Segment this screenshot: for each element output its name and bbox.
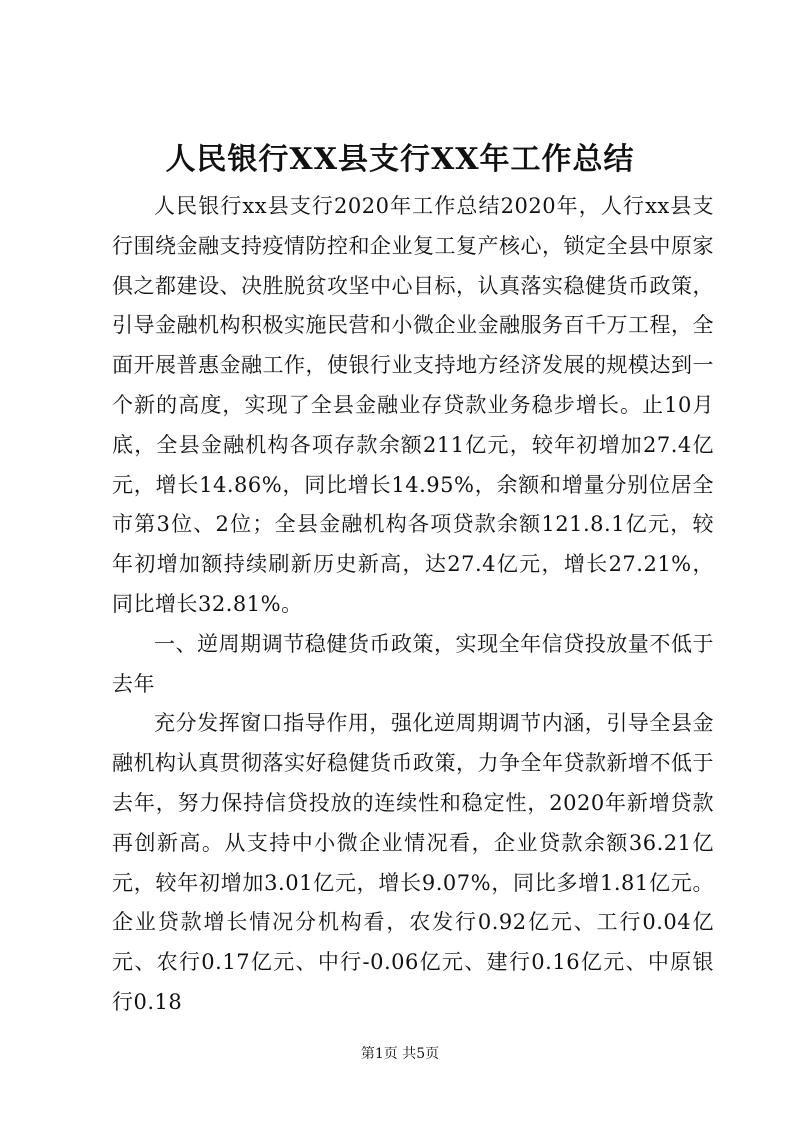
document-title: 人民银行XX县支行XX年工作总结	[165, 142, 635, 177]
paragraph-section-heading: 一、逆周期调节稳健货币政策，实现全年信贷投放量不低于去年	[112, 631, 714, 696]
paragraph-section-body: 充分发挥窗口指导作用，强化逆周期调节内涵，引导全县金融机构认真贯彻落实好稳健货币政策，力争全年贷款新增不低于去年，努力保持信贷投放的连续性和稳定性，2020年新增贷款再创新高。从支持中小微企业情况看，企业贷款余额36.21亿元，较年初增加3.01亿元，增长9.07%，同比多增1.81亿元。企业贷款增长情况分机构看，农发行0.92亿元、工行0.04亿元、农行0.17亿元、中行-0.06亿元、建行0.16亿元、中原银行0.18	[112, 711, 714, 1014]
document-body	[112, 187, 714, 1023]
paragraph-intro: 人民银行xx县支行2020年工作总结2020年，人行xx县支行围绕金融支持疫情防控和企业复工复产核心，锁定全县中原家俱之都建设、决胜脱贫攻坚中心目标，认真落实稳健货币政策，引导金融机构积极实施民营和小微企业金融服务百千万工程，全面开展普惠金融工作，使银行业支持地方经济发展的规模达到一个新的高度，实现了全县金融业存贷款业务稳步增长。止10月底，全县金融机构各项存款余额211亿元，较年初增加27.4亿元，增长14.86%，同比增长14.95%，余额和增量分别位居全市第3位、2位；全县金融机构各项贷款余额121.8.1亿元，较年初增加额持续刷新历史新高，达27.4亿元，增长27.21%，同比增长32.81%。	[112, 194, 714, 616]
page-number-footer: 第1页 共5页	[360, 1046, 440, 1062]
